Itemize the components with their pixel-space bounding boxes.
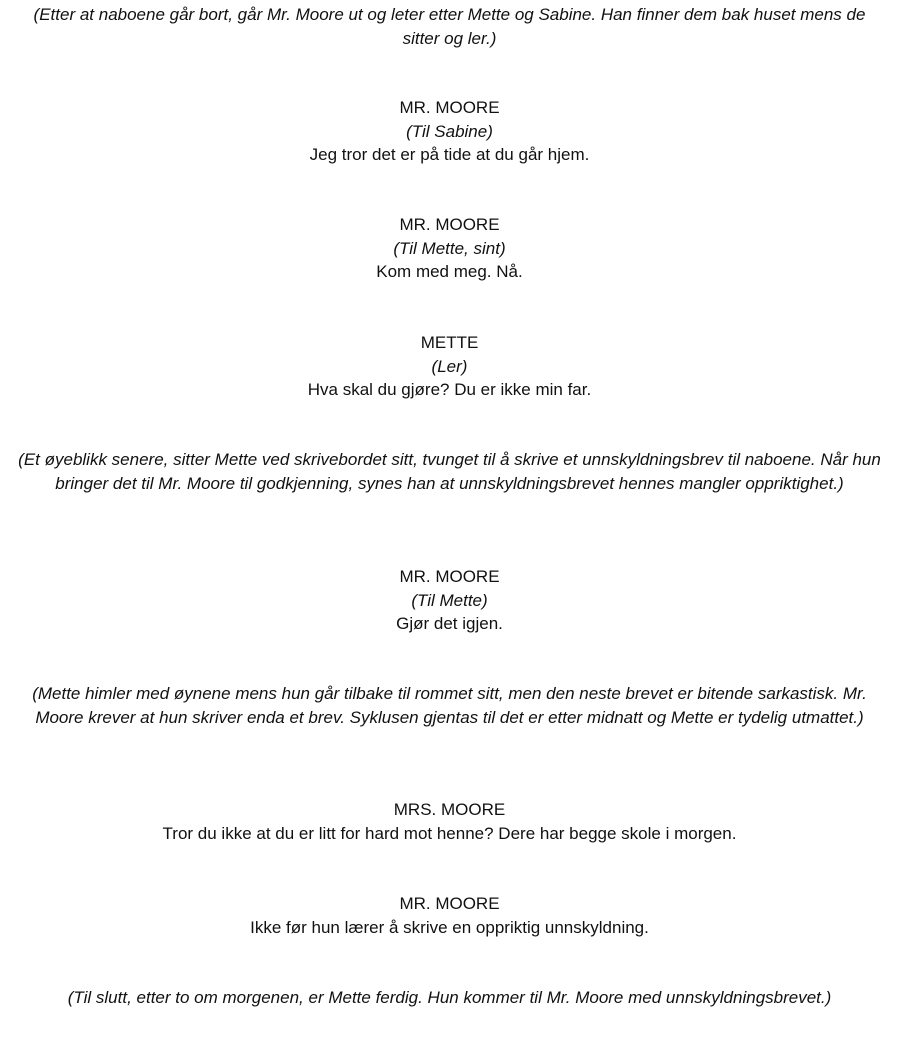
parenthetical: (Til Mette) (411, 590, 488, 610)
dialogue-1 (0, 96, 899, 167)
parenthetical: (Til Sabine) (406, 121, 493, 141)
dialogue-line: Hva skal du gjøre? Du er ikke min far. (307, 380, 592, 399)
parenthetical: (Ler) (431, 356, 468, 376)
dialogue-line: Kom med meg. Nå. (376, 262, 523, 281)
action-1: (Etter at naboene går bort, går Mr. Moore ut og leter etter Mette og Sabine. Han finner dem bak huset mens de sitter og ler.) (33, 5, 866, 48)
dialogue-line: Tror du ikke at du er litt for hard mot henne? Dere har begge skole i morgen. (162, 823, 737, 843)
character-name: MR. MOORE (399, 567, 500, 586)
parenthetical: (Til Mette, sint) (393, 238, 506, 258)
dialogue-line: Jeg tror det er på tide at du går hjem. (309, 145, 590, 164)
action-4: (Til slutt, etter to om morgenen, er Mette ferdig. Hun kommer til Mr. Moore med unnskyldningsbrevet.) (67, 988, 832, 1007)
dialogue-5 (0, 798, 899, 845)
dialogue-line: Gjør det igjen. (396, 614, 503, 633)
character-name: MRS. MOORE (393, 800, 506, 819)
action-2: (Et øyeblikk senere, sitter Mette ved skrivebordet sitt, tvunget til å skrive et unnskyldningsbrev til naboene. Når hun bringer det til Mr. Moore til godkjenning, synes han at unnskyldningsbrevet hennes mangler oppriktighet.) (18, 450, 881, 493)
dialogue-4 (0, 565, 899, 636)
character-name: MR. MOORE (399, 894, 500, 913)
dialogue-3 (0, 331, 899, 402)
character-name: MR. MOORE (399, 98, 500, 117)
action-3: (Mette himler med øynene mens hun går tilbake til rommet sitt, men den neste brevet er bitende sarkastisk. Mr. Moore krever at hun skriver enda et brev. Syklusen gjentas til det er etter midnatt og Mette er tydelig utmattet.) (32, 684, 867, 727)
dialogue-2 (0, 213, 899, 284)
character-name: MR. MOORE (399, 215, 500, 234)
character-name: METTE (420, 333, 479, 352)
dialogue-line: Ikke før hun lærer å skrive en oppriktig unnskyldning. (250, 917, 649, 937)
dialogue-6 (0, 892, 899, 939)
